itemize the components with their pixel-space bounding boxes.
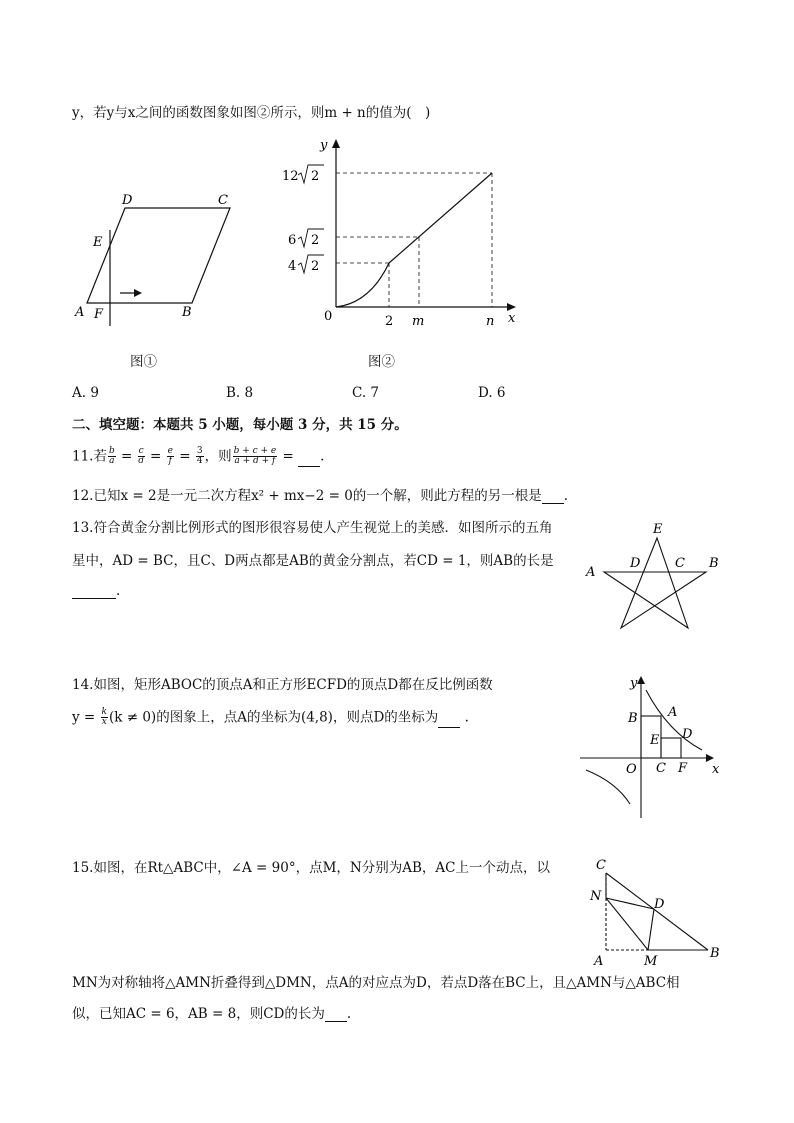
q10-option-c[interactable]: C. 7 bbox=[352, 385, 380, 401]
svg-text:4: 4 bbox=[288, 259, 297, 274]
q13-line3: . bbox=[72, 583, 120, 599]
q12: 12.已知x = 2是一元二次方程x² + mx−2 = 0的一个解，则此方程的另一根是 . bbox=[72, 488, 569, 504]
svg-text:2: 2 bbox=[311, 169, 320, 184]
svg-text:2: 2 bbox=[311, 259, 320, 274]
q11-answer-blank[interactable] bbox=[298, 454, 320, 467]
fig2-label-origin: 0 bbox=[324, 309, 333, 324]
q15-figure bbox=[590, 855, 730, 970]
q15-label-D: D bbox=[654, 897, 665, 912]
q13-line1: 13.符合黄金分割比例形式的图形很容易使人产生视觉上的美感．如图所示的五角 bbox=[72, 520, 553, 536]
fig2-ytick-6 bbox=[288, 229, 324, 248]
fig1-label-C: C bbox=[218, 193, 228, 208]
q10-option-a[interactable]: A. 9 bbox=[72, 385, 99, 401]
q11: 11.若 $\frac{b}{a}$ = $\frac{c}{d}$ = $\frac{e}{f}$ = $\frac{3}{4}$ ，则 $\frac{b + c + e}{a + d + f}$ = . bbox=[72, 446, 325, 467]
fig2-ytick-4 bbox=[288, 255, 324, 274]
q14-line2: y = $\frac{k}{x}$ (k ≠ 0)的图象上，点A的坐标为(4,8)，则点D的坐标为 . bbox=[72, 707, 469, 728]
q14-label-y: y bbox=[630, 676, 638, 691]
q15-line1: 15.如图，在Rt△ABC中，∠A = 90°，点M，N分别为AB，AC上一个动点，以 bbox=[72, 860, 550, 876]
q13-star-figure bbox=[584, 520, 734, 640]
fig1-caption: 图① bbox=[130, 354, 157, 370]
svg-text:12: 12 bbox=[282, 169, 299, 184]
star-label-B: B bbox=[709, 556, 719, 571]
fig2-label-x: x bbox=[508, 311, 516, 326]
fig2-label-xn: n bbox=[486, 314, 495, 329]
q13-line2: 星中，AD = BC，且C、D两点都是AB的黄金分割点，若CD = 1，则AB的长是 bbox=[72, 553, 554, 569]
q15-label-C: C bbox=[596, 858, 606, 873]
fig2-label-xm: m bbox=[412, 314, 425, 329]
q14-figure bbox=[578, 672, 728, 822]
q10-option-d[interactable]: D. 6 bbox=[478, 385, 506, 401]
fig1-label-E: E bbox=[93, 235, 103, 250]
q15-label-B: B bbox=[710, 946, 720, 961]
fig2-ytick-12 bbox=[282, 165, 324, 184]
fig2-label-x2: 2 bbox=[385, 314, 394, 329]
fig1-label-A: A bbox=[75, 305, 85, 320]
q15-line2: MN为对称轴将△AMN折叠得到△DMN，点A的对应点为D，若点D落在BC上，且△AMN与△ABC相 bbox=[72, 975, 680, 991]
fig2-caption: 图② bbox=[368, 354, 395, 370]
q14-label-A: A bbox=[668, 705, 678, 720]
q12-answer-blank[interactable] bbox=[542, 491, 564, 504]
section2-heading: 二、填空题：本题共 5 小题，每小题 3 分，共 15 分。 bbox=[72, 417, 408, 433]
svg-text:6: 6 bbox=[288, 233, 297, 248]
fig1-label-F: F bbox=[94, 307, 104, 322]
q14-line1: 14.如图，矩形ABOC的顶点A和正方形ECFD的顶点D都在反比例函数 bbox=[72, 677, 493, 693]
q15-line3: 似，已知AC = 6，AB = 8，则CD的长为 . bbox=[72, 1006, 352, 1022]
q14-label-F: F bbox=[678, 761, 688, 776]
fig2-label-y: y bbox=[320, 138, 328, 153]
svg-text:2: 2 bbox=[311, 233, 320, 248]
q14-label-E: E bbox=[650, 733, 660, 748]
star-label-A: A bbox=[586, 565, 596, 580]
q15-label-N: N bbox=[590, 889, 602, 904]
q14-label-D: D bbox=[682, 727, 693, 742]
q15-label-A: A bbox=[594, 954, 604, 969]
q13-answer-blank[interactable] bbox=[72, 586, 116, 599]
star-label-C: C bbox=[675, 556, 685, 571]
q10-option-b[interactable]: B. 8 bbox=[226, 385, 254, 401]
q14-label-C: C bbox=[656, 761, 666, 776]
q10-figure2 bbox=[280, 135, 530, 335]
q15-label-M: M bbox=[644, 954, 658, 969]
q15-answer-blank[interactable] bbox=[325, 1009, 347, 1022]
q14-answer-blank[interactable] bbox=[438, 715, 460, 728]
q14-label-B: B bbox=[628, 711, 638, 726]
q14-label-x: x bbox=[712, 762, 720, 777]
star-label-E: E bbox=[653, 522, 663, 537]
fig1-label-D: D bbox=[122, 193, 133, 208]
q10-figure1 bbox=[70, 190, 250, 340]
star-label-D: D bbox=[630, 556, 641, 571]
q10-stem: y，若y与x之间的函数图象如图②所示，则m + n的值为( ) bbox=[72, 105, 431, 121]
q14-label-O: O bbox=[626, 762, 637, 777]
fig1-label-B: B bbox=[182, 305, 192, 320]
